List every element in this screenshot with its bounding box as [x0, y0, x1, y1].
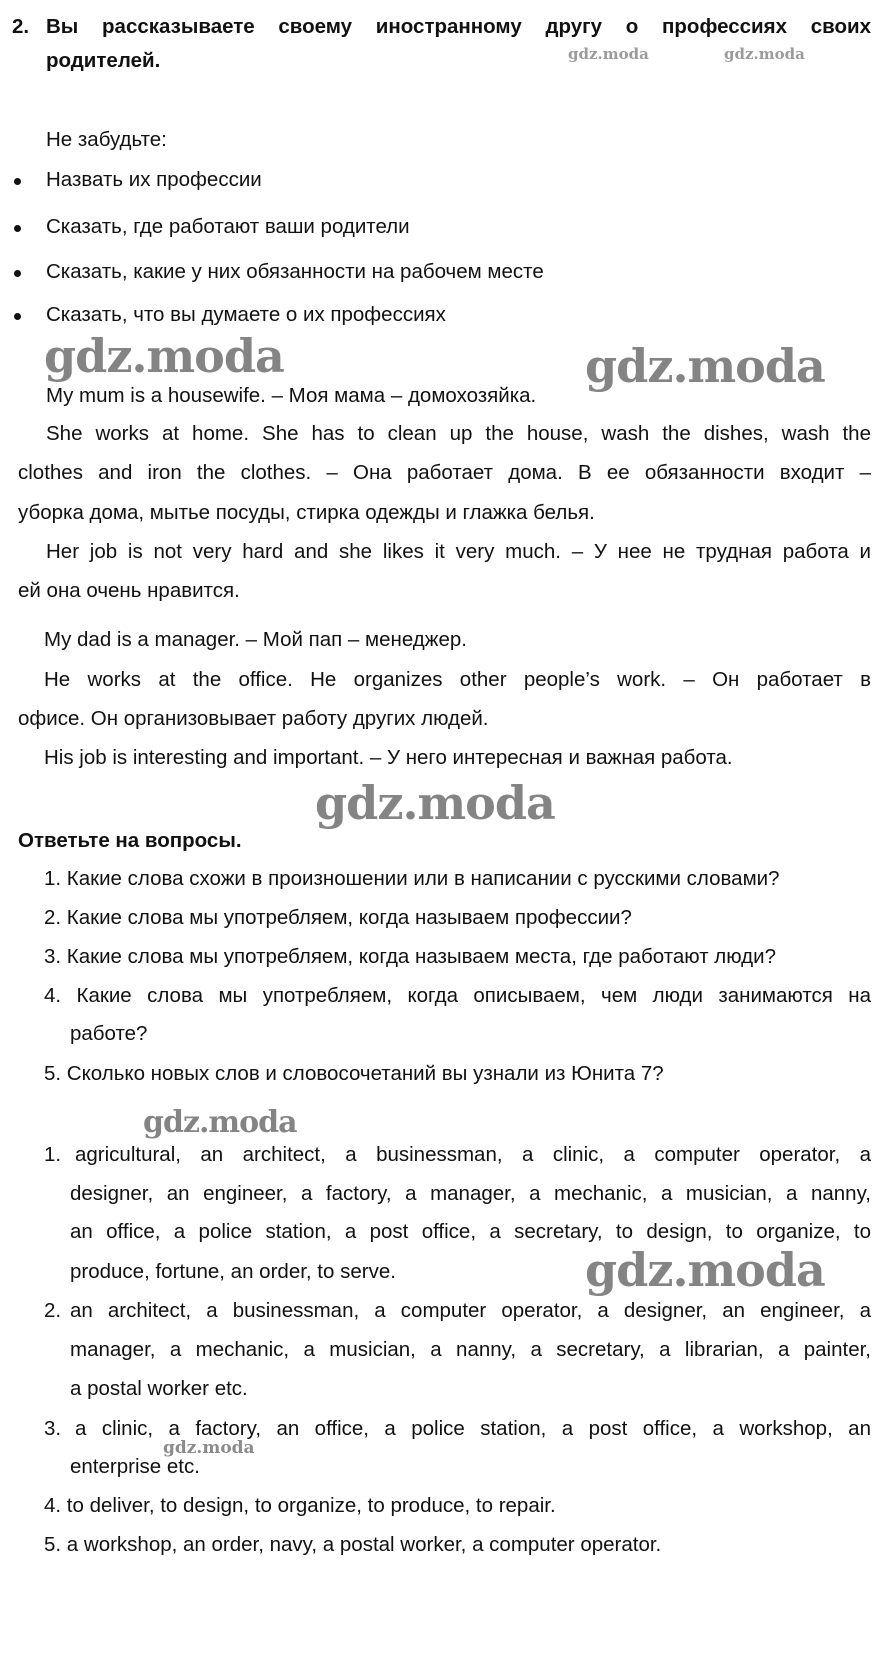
- answer-line: produce, fortune, an order, to serve.: [70, 1260, 396, 1283]
- answer-line: agricultural, an architect, a businessman, a clinic, a computer operator, a: [75, 1143, 871, 1166]
- dad-line: офисе. Он организовывает работу других людей.: [18, 707, 489, 730]
- mum-line: My mum is a housewife. – Моя мама – домохозяйка.: [46, 384, 537, 407]
- question-item: работе?: [70, 1022, 148, 1045]
- mum-line: уборка дома, мытье посуды, стирка одежды и глажка белья.: [18, 501, 595, 524]
- dad-line: His job is interesting and important. – У него интересная и важная работа.: [44, 746, 733, 769]
- bullet-item: Сказать, какие у них обязанности на рабочем месте: [46, 260, 544, 283]
- answer-number: 2.: [44, 1299, 62, 1322]
- question-item: 2. Какие слова мы употребляем, когда называем профессии?: [44, 906, 632, 929]
- dad-line: He works at the office. He organizes other people’s work. – Он работает в: [44, 668, 871, 691]
- bullet-dot: [14, 313, 21, 320]
- answer-line: designer, an engineer, a factory, a manager, a mechanic, a musician, a nanny,: [70, 1182, 871, 1205]
- mum-line: She works at home. She has to clean up the house, wash the dishes, wash the: [46, 422, 871, 445]
- watermark: gdz.moda: [585, 1243, 825, 1297]
- bullet-item: Сказать, что вы думаете о их профессиях: [46, 303, 446, 326]
- bullet-dot: [14, 178, 21, 185]
- remember-label: Не забудьте:: [46, 128, 167, 151]
- questions-heading: Ответьте на вопросы.: [18, 829, 242, 852]
- bullet-dot: [14, 270, 21, 277]
- task-title-line2: родителей.: [46, 49, 161, 72]
- answer-line: a postal worker etc.: [70, 1377, 248, 1400]
- answer-line: enterprise etc.: [70, 1455, 200, 1478]
- answer-line: 4. to deliver, to design, to organize, to produce, to repair.: [44, 1494, 556, 1517]
- answer-line: manager, a mechanic, a musician, a nanny, a secretary, a librarian, a painter,: [70, 1338, 871, 1361]
- watermark: gdz.moda: [143, 1105, 297, 1140]
- dad-line: My dad is a manager. – Мой пап – менеджер.: [44, 628, 467, 651]
- watermark: gdz.moda: [163, 1438, 255, 1458]
- answer-line: an architect, a businessman, a computer operator, a designer, an engineer, a: [70, 1299, 871, 1322]
- question-item: 1. Какие слова схожи в произношении или в написании с русскими словами?: [44, 867, 780, 890]
- question-item: 4. Какие слова мы употребляем, когда описываем, чем люди занимаются на: [44, 984, 871, 1007]
- watermark: gdz.moda: [585, 339, 825, 393]
- watermark: gdz.moda: [568, 45, 649, 63]
- bullet-dot: [14, 225, 21, 232]
- mum-line: ей она очень нравится.: [18, 579, 240, 602]
- bullet-item: Сказать, где работают ваши родители: [46, 215, 410, 238]
- answer-number: 1.: [44, 1143, 62, 1166]
- answer-number: 3.: [44, 1417, 62, 1440]
- task-title-line1: Вы рассказываете своему иностранному другу о профессиях своих: [46, 15, 871, 38]
- question-item: 5. Сколько новых слов и словосочетаний вы узнали из Юнита 7?: [44, 1062, 664, 1085]
- watermark: gdz.moda: [724, 45, 805, 63]
- mum-line: Her job is not very hard and she likes it very much. – У нее не трудная работа и: [46, 540, 871, 563]
- watermark: gdz.moda: [315, 776, 555, 830]
- mum-line: clothes and iron the clothes. – Она работает дома. В ее обязанности входит –: [18, 461, 871, 484]
- bullet-item: Назвать их профессии: [46, 168, 262, 191]
- watermark: gdz.moda: [44, 329, 284, 383]
- answer-line: a clinic, a factory, an office, a police station, a post office, a workshop, an: [75, 1417, 871, 1440]
- answer-line: an office, a police station, a post office, a secretary, to design, to organize, to: [70, 1220, 871, 1243]
- question-item: 3. Какие слова мы употребляем, когда называем места, где работают люди?: [44, 945, 776, 968]
- answer-line: 5. a workshop, an order, navy, a postal worker, a computer operator.: [44, 1533, 662, 1556]
- task-number: 2.: [12, 15, 30, 38]
